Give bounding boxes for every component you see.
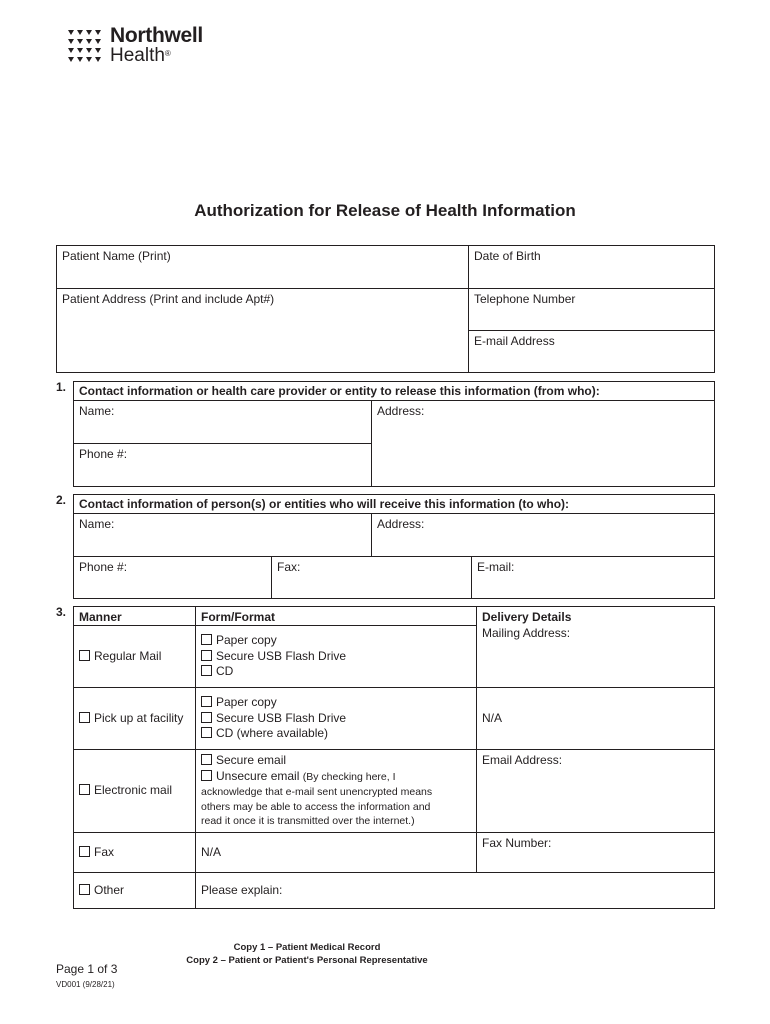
unsecure-email-option[interactable]: Unsecure email (By checking here, I bbox=[196, 769, 476, 786]
pickup-option[interactable]: Pick up at facility bbox=[74, 688, 196, 750]
cd-option[interactable]: CD (where available) bbox=[196, 726, 476, 742]
usb-drive-option[interactable]: Secure USB Flash Drive bbox=[196, 649, 476, 665]
secure-email-option[interactable]: Secure email bbox=[196, 753, 476, 769]
unsecure-note: read it once it is transmitted over the internet.) bbox=[201, 815, 415, 828]
section-2-table bbox=[73, 494, 715, 599]
section-2-email-field[interactable] bbox=[472, 557, 715, 599]
cd-option[interactable]: CD bbox=[196, 664, 476, 680]
checkbox[interactable] bbox=[201, 770, 212, 781]
section-2-name-field[interactable] bbox=[74, 514, 372, 557]
fax-format: N/A bbox=[196, 833, 477, 873]
fax-checkbox[interactable] bbox=[79, 846, 90, 857]
section-1-name-label: Name: bbox=[79, 404, 115, 418]
other-checkbox[interactable] bbox=[79, 884, 90, 895]
footer-copy-1: Copy 1 – Patient Medical Record bbox=[233, 942, 381, 953]
section-2-fax-field[interactable] bbox=[272, 557, 472, 599]
unsecure-note: others may be able to access the information and bbox=[201, 800, 431, 813]
pickup-checkbox[interactable] bbox=[79, 712, 90, 723]
northwell-health-logo bbox=[68, 26, 218, 66]
email-address-delivery-field[interactable]: Email Address: bbox=[477, 750, 715, 833]
mailing-address-field[interactable]: Mailing Address: bbox=[477, 626, 715, 688]
fax-option[interactable]: Fax bbox=[74, 833, 196, 873]
patient-name-label: Patient Name (Print) bbox=[62, 249, 171, 263]
unsecure-note: acknowledge that e-mail sent unencrypted means bbox=[201, 786, 433, 799]
section-1-table bbox=[73, 381, 715, 487]
patient-address-field[interactable] bbox=[57, 289, 469, 373]
checkbox[interactable] bbox=[201, 727, 212, 738]
section-1-address-label: Address: bbox=[377, 404, 425, 418]
section-2-heading: Contact information of person(s) or entities who will receive this information (to who): bbox=[74, 495, 715, 514]
checkbox[interactable] bbox=[201, 712, 212, 723]
pickup-delivery: N/A bbox=[477, 688, 715, 750]
regular-mail-option[interactable]: Regular Mail bbox=[74, 626, 196, 688]
paper-copy-option[interactable]: Paper copy bbox=[196, 633, 476, 649]
section-1-address-field[interactable] bbox=[372, 401, 715, 487]
regular-mail-formats bbox=[196, 626, 477, 688]
electronic-mail-checkbox[interactable] bbox=[79, 784, 90, 795]
page-number: Page 1 of 3 bbox=[56, 962, 118, 976]
checkbox[interactable] bbox=[201, 754, 212, 765]
delivery-method-table bbox=[73, 606, 715, 909]
section-1-phone-label: Phone #: bbox=[79, 447, 128, 461]
section-1-heading: Contact information or health care provider or entity to release this information (from who): bbox=[74, 382, 715, 401]
section-3-number: 3. bbox=[56, 605, 67, 619]
section-2-email-label: E-mail: bbox=[477, 560, 515, 574]
date-of-birth-label: Date of Birth bbox=[474, 249, 541, 263]
section-2-address-label: Address: bbox=[377, 517, 425, 531]
section-2-phone-label: Phone #: bbox=[79, 560, 128, 574]
section-2-fax-label: Fax: bbox=[277, 560, 301, 574]
delivery-header: Delivery Details bbox=[477, 607, 715, 626]
footer-copy-2: Copy 2 – Patient or Patient's Personal Representative bbox=[186, 955, 428, 966]
northwell-mark-icon bbox=[68, 28, 104, 62]
fax-number-field[interactable]: Fax Number: bbox=[477, 833, 715, 873]
checkbox[interactable] bbox=[201, 650, 212, 661]
pickup-formats bbox=[196, 688, 477, 750]
section-2-number: 2. bbox=[56, 493, 67, 507]
electronic-mail-option[interactable]: Electronic mail bbox=[74, 750, 196, 833]
section-1-number: 1. bbox=[56, 380, 67, 394]
email-address-label: E-mail Address bbox=[474, 334, 555, 348]
checkbox[interactable] bbox=[201, 665, 212, 676]
checkbox[interactable] bbox=[201, 696, 212, 707]
electronic-formats bbox=[196, 750, 477, 833]
usb-drive-option[interactable]: Secure USB Flash Drive bbox=[196, 711, 476, 727]
date-of-birth-field[interactable] bbox=[469, 246, 715, 289]
patient-address-label: Patient Address (Print and include Apt#) bbox=[62, 292, 275, 306]
form-title: Authorization for Release of Health Information bbox=[194, 201, 576, 220]
checkbox[interactable] bbox=[201, 634, 212, 645]
telephone-field[interactable] bbox=[469, 289, 715, 331]
other-explain-field[interactable]: Please explain: bbox=[196, 873, 715, 909]
section-2-address-field[interactable] bbox=[372, 514, 715, 557]
format-header: Form/Format bbox=[196, 607, 477, 626]
telephone-label: Telephone Number bbox=[474, 292, 576, 306]
other-option[interactable]: Other bbox=[74, 873, 196, 909]
manner-header: Manner bbox=[74, 607, 196, 626]
paper-copy-option[interactable]: Paper copy bbox=[196, 695, 476, 711]
section-2-phone-field[interactable] bbox=[74, 557, 272, 599]
section-2-name-label: Name: bbox=[79, 517, 115, 531]
patient-name-field[interactable] bbox=[57, 246, 469, 289]
patient-info-table bbox=[56, 245, 715, 373]
logo-word-health: Health® bbox=[110, 45, 171, 66]
section-1-phone-field[interactable] bbox=[74, 444, 372, 487]
regular-mail-checkbox[interactable] bbox=[79, 650, 90, 661]
form-code: VD001 (9/28/21) bbox=[56, 980, 115, 989]
section-1-name-field[interactable] bbox=[74, 401, 372, 444]
email-address-field[interactable] bbox=[469, 331, 715, 373]
logo-word-northwell: Northwell bbox=[110, 24, 203, 47]
